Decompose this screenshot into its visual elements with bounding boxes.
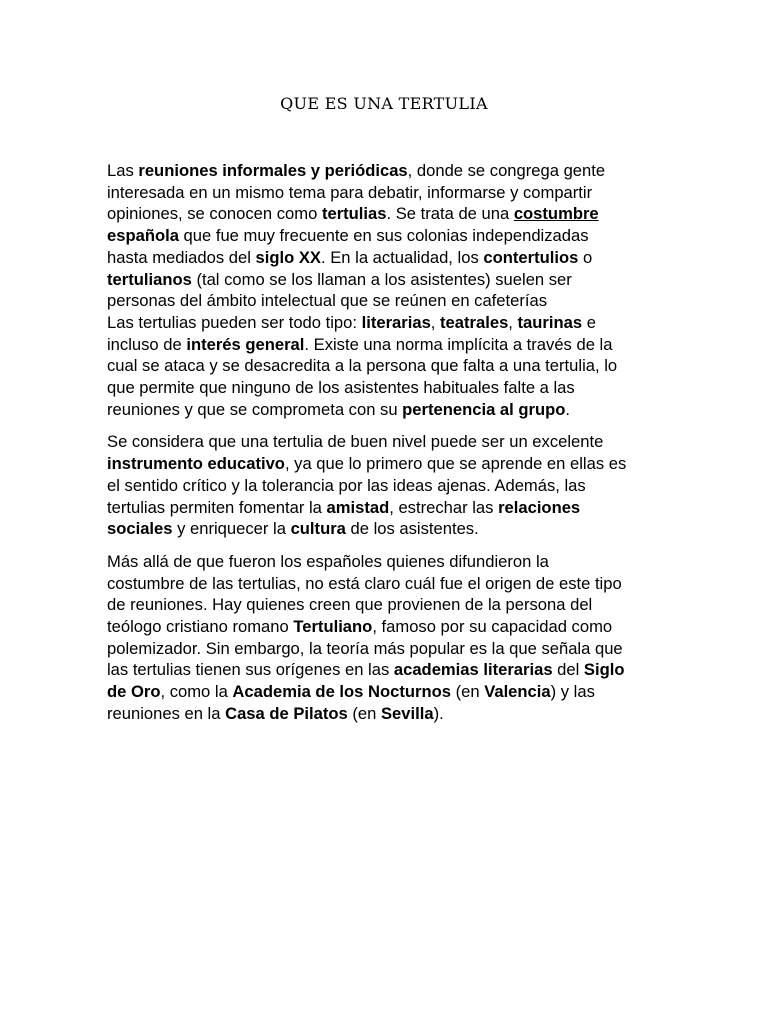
text-line: Las tertulias pueden ser todo tipo: literarias, teatrales, taurinas e [107, 312, 596, 332]
text-line: costumbre de las tertulias, no está claro cuál fue el origen de este tipo [107, 573, 622, 593]
bold-term: tertulias [321, 204, 387, 224]
text-line: Más allá de que fueron los españoles quienes difundieron la [107, 551, 549, 571]
bold-term: Valencia [484, 682, 551, 702]
bold-term: relaciones [498, 497, 581, 517]
text-line: de Oro, como la Academia de los Nocturnos (en Valencia) y las [107, 682, 595, 702]
text-line: teólogo cristiano romano Tertuliano, famoso por su capacidad como [107, 617, 613, 637]
text-line: personas del ámbito intelectual que se reúnen en cafeterías [107, 291, 548, 311]
text-line: tertulias permiten fomentar la amistad, estrechar las relaciones [107, 497, 581, 517]
bold-term: teatrales [440, 312, 509, 332]
bold-term: amistad [326, 497, 390, 517]
bold-term: Siglo [583, 660, 625, 680]
bold-term: cultura [290, 519, 346, 539]
paragraph-3 [107, 551, 667, 725]
bold-term: siglo XX [255, 247, 321, 267]
bold-term: Tertuliano [293, 617, 373, 637]
text-line: opiniones, se conocen como tertulias. Se trata de una costumbre [107, 204, 599, 224]
link-costumbre-espanola[interactable]: española [107, 226, 179, 246]
text-line: reuniones en la Casa de Pilatos (en Sevilla). [107, 703, 444, 723]
document-body [107, 160, 667, 725]
text-line: de reuniones. Hay quienes creen que provienen de la persona del [107, 595, 593, 615]
text-line: Las reuniones informales y periódicas, donde se congrega gente [107, 161, 606, 180]
text-line: las tertulias tienen sus orígenes en las academias literarias del Siglo [107, 660, 625, 680]
text-line: el sentido crítico y la tolerancia por las ideas ajenas. Además, las [107, 475, 586, 495]
bold-term: instrumento educativo [107, 454, 285, 474]
document-title: QUE ES UNA TERTULIA [280, 94, 488, 113]
bold-term: pertenencia al grupo [402, 399, 566, 419]
text-line: reuniones y que se comprometa con su pertenencia al grupo. [107, 399, 571, 419]
bold-term: Academia de los Nocturnos [232, 682, 451, 702]
bold-term: reuniones informales y periódicas [138, 161, 408, 180]
bold-term: Sevilla [380, 703, 434, 723]
bold-term: Casa de Pilatos [225, 703, 348, 723]
bold-term: tertulianos [107, 269, 192, 289]
paragraph-1 [107, 160, 667, 420]
bold-term: academias literarias [393, 660, 553, 680]
bold-term: contertulios [483, 247, 579, 267]
text-line: española que fue muy frecuente en sus colonias independizadas [107, 226, 589, 246]
text-line: sociales y enriquecer la cultura de los asistentes. [107, 519, 479, 539]
text-line: tertulianos (tal como se los llaman a los asistentes) suelen ser [107, 269, 572, 289]
paragraph-gap [107, 540, 667, 551]
bold-term: interés general [186, 334, 305, 354]
text-line: que permite que ninguno de los asistentes habituales falte a las [107, 378, 575, 398]
text-line: polemizador. Sin embargo, la teoría más popular es la que señala que [107, 638, 623, 658]
bold-term: taurinas [517, 312, 583, 332]
paragraph-gap [107, 420, 667, 431]
text-line: Se considera que una tertulia de buen nivel puede ser un excelente [107, 432, 604, 452]
text-line: instrumento educativo, ya que lo primero que se aprende en ellas es [107, 454, 627, 474]
text-line: interesada en un mismo tema para debatir, informarse y compartir [107, 182, 593, 202]
text-line: cual se ataca y se desacredita a la persona que falta a una tertulia, lo [107, 356, 618, 376]
bold-term: sociales [107, 519, 173, 539]
bold-term: literarias [361, 312, 431, 332]
paragraph-2 [107, 431, 667, 540]
bold-term: de Oro [107, 682, 161, 702]
text-line: hasta mediados del siglo XX. En la actualidad, los contertulios o [107, 247, 593, 267]
link-costumbre-espanola[interactable]: costumbre [513, 204, 599, 224]
text-line: incluso de interés general. Existe una norma implícita a través de la [107, 334, 613, 354]
